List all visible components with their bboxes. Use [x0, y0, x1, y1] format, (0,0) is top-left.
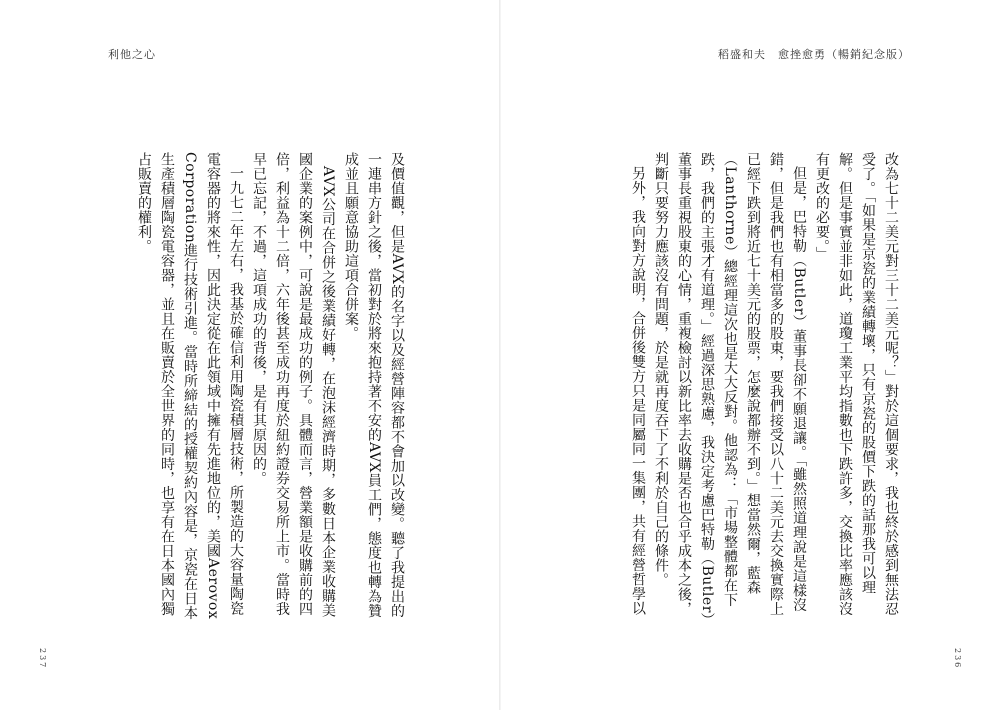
- paragraph: 但是，巴特勒（Butler）董事長卻不願退讓。「雖然照道理說是這樣沒錯，但是我們也有相當多的股東，要我們接受以八十二美元去交換實際上已經下跌到將近七十美元的股票，怎麼說都辦不到。」想當然爾，藍森（Lanthorne）總經理這次也是大大反對。他認為：「市場整體都在下跌，我們的主張才有道理。」經過深思熟慮，我決定考慮巴特勒（Butler）董事長重視股東的心情，重複檢討以新比率去收購是否也合乎成本之後，判斷只要努力應該沒有問題，於是就再度吞下了不利於自己的條件。: [653, 152, 807, 621]
- right-page-text: [612, 152, 902, 622]
- paragraph: 及價值觀，但是AVX的名字以及經營陣容都不會加以改變。聽了我提出的一連串方針之後，當初對於將來抱持著不安的AVX員工們，態度也轉為贊成並且願意協助這項合併案。: [343, 152, 405, 618]
- paragraph: 一九七二年左右，我基於確信利用陶瓷積層技術，所製造的大容量陶瓷電容器的將來性，因此決定從在此領域中擁有先進地位的，美國Aerovox Corporation進行技術引進。當時所締結的授權契約內容是，京瓷在日本生產積層陶瓷電容器，並且在販賣於全世界的同時，也享有在日本國內獨占販賣的權利。: [136, 152, 244, 621]
- page-number-left: 237: [38, 648, 47, 670]
- running-header-left: 利他之心: [108, 48, 156, 61]
- paragraph: AVX公司在合併之後業績好轉，在泡沫經濟時期，多數日本企業收購美國企業的案例中，可說是最成功的例子。具體而言，營業額是收購前的四倍，利益為十二倍，六年後甚至成功再度於紐約證券交易所上市。當時我早已忘記，不過，這項成功的背後，是有其原因的。: [251, 152, 336, 618]
- left-page-text: [108, 152, 408, 622]
- page-number-right: 236: [953, 648, 962, 670]
- running-header-right: 稻盛和夫 愈挫愈勇（暢銷紀念版）: [718, 48, 910, 61]
- paragraph: 改為七十二美元對三十二美元呢？」對於這個要求，我也終於感到無法忍受了。「如果是京瓷的業績轉壞，只有京瓷的股價下跌的話那我可以理解。但是事實並非如此，道瓊工業平均指數也下跌許多，交換比率應該沒有更改的必要。」: [814, 152, 899, 616]
- page-gutter: [499, 0, 501, 710]
- paragraph: 另外，我向對方說明，合併後雙方只是同屬同一集團，共有經營哲學以: [630, 166, 646, 616]
